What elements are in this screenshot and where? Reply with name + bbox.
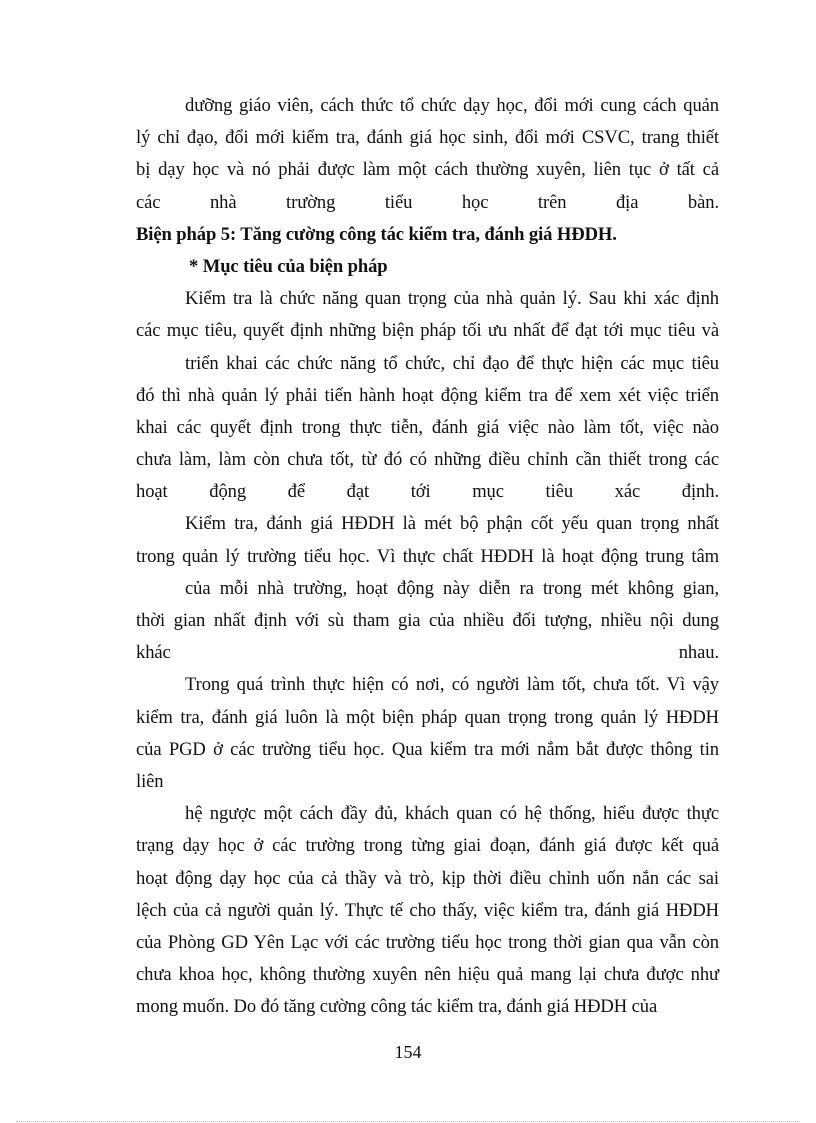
text-line: lý chỉ đạo, đổi mới kiểm tra, đánh giá học sinh, đổi mới CSVC, trang thiết [136,127,719,149]
section-heading: * Mục tiêu của biện pháp [189,255,388,277]
text-line: chưa làm, làm còn chưa tốt, từ đó có những điều chỉnh cần thiết trong các [136,449,719,471]
text-line: mong muốn. Do đó tăng cường công tác kiểm tra, đánh giá HĐDH của [136,996,658,1018]
text-line: khác nhau. [136,642,719,664]
text-line: Kiểm tra, đánh giá HĐDH là mét bộ phận cốt yếu quan trọng nhất [185,513,719,535]
section-heading: Biện pháp 5: Tăng cường công tác kiểm tra, đánh giá HĐDH. [136,223,617,245]
text-line: của mỗi nhà trường, hoạt động này diễn ra trong mét không gian, [185,577,719,599]
text-line: hoạt động dạy học của cả thầy và trò, kịp thời điều chỉnh uốn nắn các sai [136,867,719,889]
body-text [136,90,719,1023]
text-line: triển khai các chức năng tổ chức, chỉ đạo để thực hiện các mục tiêu [185,352,719,374]
text-line: hệ ngược một cách đầy đủ, khách quan có hệ thống, hiểu được thực [185,803,719,825]
text-line: Trong quá trình thực hiện có nơi, có người làm tốt, chưa tốt. Vì vậy [185,674,719,696]
text-line: của Phòng GD Yên Lạc với các trường tiểu học trong thời gian qua vẫn còn [136,931,719,953]
text-line: khai các quyết định trong thực tiễn, đánh giá việc nào làm tốt, việc nào [136,416,719,438]
text-line: lệch của cả người quản lý. Thực tế cho thấy, việc kiểm tra, đánh giá HĐDH [136,899,719,921]
text-line: Kiểm tra là chức năng quan trọng của nhà quản lý. Sau khi xác định [185,288,719,310]
page-number: 154 [394,1042,422,1062]
text-line: chưa khoa học, không thường xuyên nên hiệu quả mang lại chưa được như [136,964,719,986]
text-line: kiểm tra, đánh giá luôn là một biện pháp quan trọng trong quản lý HĐDH [136,706,719,728]
text-line: liên [136,770,164,792]
text-line: dưỡng giáo viên, cách thức tổ chức dạy học, đổi mới cung cách quản [185,95,719,116]
text-line: của PGD ở các trường tiểu học. Qua kiểm tra mới nắm bắt được thông tin [136,738,719,760]
text-line: trong quản lý trường tiểu học. Vì thực chất HĐDH là hoạt động trung tâm [136,545,719,567]
text-line: các nhà trường tiểu học trên địa bàn. [136,191,719,213]
text-line: đó thì nhà quản lý phải tiến hành hoạt động kiểm tra để xem xét việc triển [136,384,719,406]
text-line: trạng dạy học ở các trường trong từng giai đoạn, đánh giá được kết quả [136,835,719,857]
page-bottom-border [16,1121,800,1122]
text-line: các mục tiêu, quyết định những biện pháp tối ưu nhất để đạt tới mục tiêu và [136,320,719,342]
text-line: thời gian nhất định với sù tham gia của nhiều đối tượng, nhiều nội dung [136,610,719,631]
text-line: hoạt động để đạt tới mục tiêu xác định. [136,481,719,503]
text-line: bị dạy học và nó phải được làm một cách thường xuyên, liên tục ở tất cả [136,159,719,181]
